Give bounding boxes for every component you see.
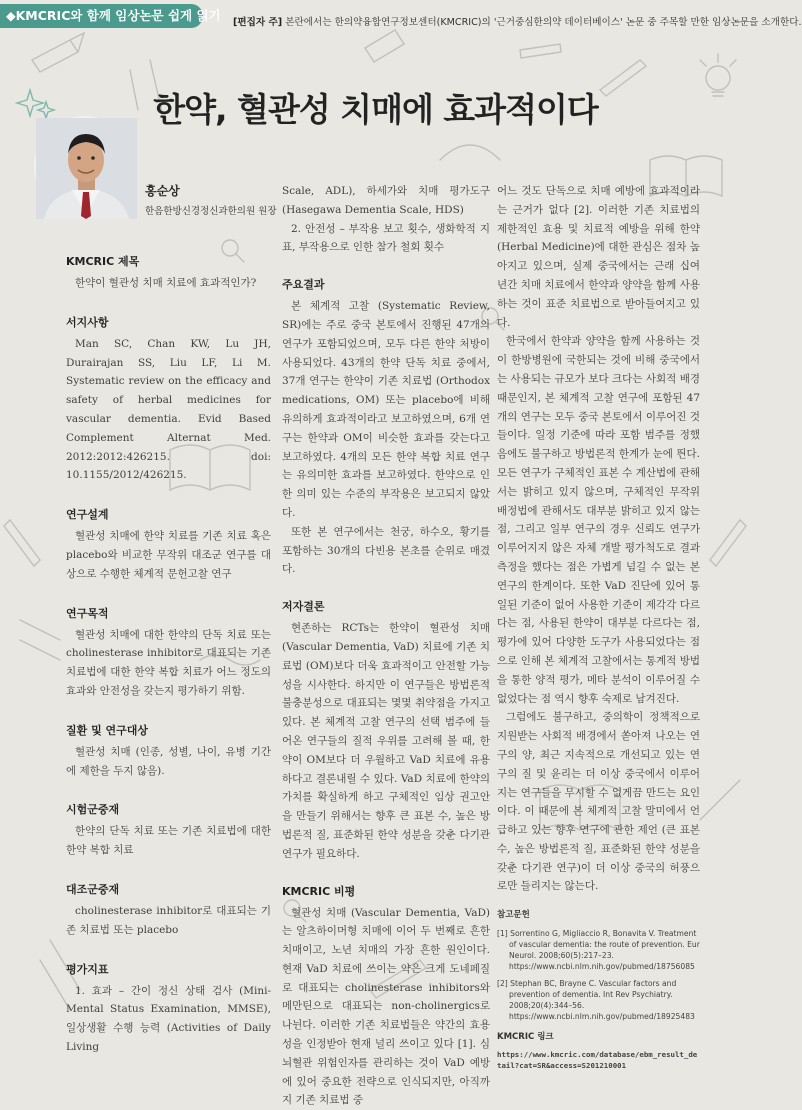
column-3 bbox=[497, 182, 700, 1071]
outcome-heading: 평가지표 bbox=[66, 962, 271, 978]
outcome-text-1-part-a: 1. 효과 – 간이 정신 상태 검사 (Mini-Mental Status Examination, MMSE), 일상생활 수행 능력 (Activities of Daily Living bbox=[66, 982, 271, 1057]
review-text-1-part-b: 어느 것도 단독으로 치매 예방에 효과적이라는 근거가 없다 [2]. 이러한 기존 치료법의 제한적인 효용 및 치료적 예방을 위해 한약 (Herbal Medicine)에 대한 관심은 점차 높아지고 있으며, 실제 중국에서는 근래 십여 년간 치매 치료에서 한약과 양약을 함께 사용하는 것이 표준 치료법으로 받아들여지고 있다. bbox=[497, 182, 700, 332]
page-title: 한약, 혈관성 치매에 효과적이다 bbox=[0, 84, 751, 131]
author-name: 홍순상 bbox=[145, 182, 180, 199]
intervention-text: 한약의 단독 치료 또는 기존 치료법에 대한 한약 복합 치료 bbox=[66, 822, 271, 860]
study-aim-text: 혈관성 치매에 대한 한약의 단독 치료 또는 cholinesterase inhibitor로 대표되는 기존 치료법에 대한 한약 복합 치료가 어느 정도의 효과와 안전성을 갖는지 평가하기 위함. bbox=[66, 626, 271, 701]
control-text: cholinesterase inhibitor로 대표되는 기존 치료법 또는 placebo bbox=[66, 902, 271, 940]
outcome-text-2: 2. 안전성 – 부작용 보고 횟수, 생화학적 지표, 부작용으로 인한 참가 철회 횟수 bbox=[282, 220, 490, 258]
editor-note-text: 본란에서는 한의약융합연구정보센터(KMCRIC)의 '근거중심한의약 데이터베이스' 논문 중 주목할 만한 임상논문을 소개한다. bbox=[285, 17, 801, 28]
results-text-2: 또한 본 연구에서는 천궁, 하수오, 황기를 포함하는 30개의 다빈용 본초를 순위로 매겼다. bbox=[282, 523, 490, 579]
pencil-doodle bbox=[520, 44, 561, 58]
editor-note-label: [편집자 주] bbox=[233, 17, 282, 28]
column-1 bbox=[66, 254, 271, 1057]
kmcric-title-text: 한약이 혈관성 치매 치료에 효과적인가? bbox=[66, 274, 271, 293]
reference-item: [1] Sorrentino G, Migliaccio R, Bonavita V. Treatment of vascular dementia: the route of prevention. Eur Neurol. 2008;60(5):217–23. https://www.ncbi.nlm.nih.gov/pubmed/18756085 bbox=[497, 928, 700, 972]
subjects-text: 혈관성 치매 (인종, 성별, 나이, 유병 기간에 제한을 두지 않음). bbox=[66, 743, 271, 781]
author-portrait-image bbox=[36, 118, 137, 219]
review-text-3: 그럼에도 불구하고, 중의학이 정책적으로 지원받는 사회적 배경에서 쏟아져 나오는 연구의 양, 최근 지속적으로 개선되고 있는 연구의 질 및 윤리는 더 이상 중국에서 이루어지는 연구들을 무시할 수 없게끔 만드는 요인이다. 이 때문에 본 체계적 고찰 말미에서 언급하고 있는 향후 연구에 관한 제언 (큰 표본 수, 높은 방법론적 질, 표준화된 한약 성분을 갖춘 다기관 연구)이 더 이상 중국의 허풍으로만 들리지는 않는다. bbox=[497, 708, 700, 896]
ruler-doodle bbox=[365, 30, 404, 62]
intervention-heading: 시험군중재 bbox=[66, 802, 271, 818]
bibliography-heading: 서지사항 bbox=[66, 315, 271, 331]
results-text-1: 본 체계적 고찰 (Systematic Review, SR)에는 주로 중국 본토에서 진행된 47개의 연구가 포함되었으며, 모두 다른 한약 처방이 사용되었다. 43개의 한약 단독 치료 중에서, 37개 연구는 한약이 기존 치료법 (Orthodox medications, OM) 또는 placebo에 비해 유의하게 효과적이라고 보고하였으며, 6개 연구는 한약과 OM이 비슷한 효과를 갖는다고 보고하였다. 4개의 모든 한약 복합 치료 연구는 유의미한 효과를 보고하였다. 한약으로 인한 의미 있는 수준의 부작용은 보고되지 않았다. bbox=[282, 297, 490, 523]
kmcric-title-heading: KMCRIC 제목 bbox=[66, 254, 271, 270]
conclusion-heading: 저자결론 bbox=[282, 599, 490, 615]
pencil-doodle bbox=[32, 33, 84, 72]
author-affiliation: 한음한방신경정신과한의원 원장 bbox=[145, 203, 277, 217]
column-2 bbox=[282, 182, 490, 1110]
outcome-text-1-part-b: Scale, ADL), 하세가와 치매 평가도구 (Hasegawa Dementia Scale, HDS) bbox=[282, 182, 490, 220]
bibliography-text: Man SC, Chan KW, Lu JH, Durairajan SS, Liu LF, Li M. Systematic review on the efficacy and safety of herbal medicines for vascular dementia. Evid Based Complement Alternat Med. 2012:2012:426215. doi: 10.1155/2012/426215. bbox=[66, 335, 271, 485]
conclusion-text: 현존하는 RCTs는 한약이 혈관성 치매 (Vascular Dementia, VaD) 치료에 기존 치료법 (OM)보다 더욱 효과적이고 안전할 가능성을 시사한다. 하지만 이 연구들은 방법론적 불충분성으로 대표되는 몇몇 취약점을 가지고 있다. 본 체계적 고찰 연구의 선택 범주에 들어온 연구들의 질적 우위를 고려해 볼 때, 한약이 OM보다 더 우월하고 VaD 치료에 유용하다고 결론내릴 수 있다. VaD 치료에 한약의 가치를 확실하게 하고 구체적인 임상 권고안을 만들기 위해서는 향후 큰 표본 수, 높은 방법론적 질, 표준화된 한약 성분을 갖춘 다기관 연구가 필요하다. bbox=[282, 619, 490, 863]
study-design-heading: 연구설계 bbox=[66, 507, 271, 523]
editor-note bbox=[233, 14, 743, 28]
study-design-text: 혈관성 치매에 한약 치료를 기존 치료 혹은 placebo와 비교한 무작위 대조군 연구를 대상으로 수행한 체계적 문헌고찰 연구 bbox=[66, 527, 271, 583]
pencil-doodle bbox=[710, 520, 746, 566]
kmcric-link-heading: KMCRIC 링크 bbox=[497, 1028, 700, 1047]
kmcric-link[interactable]: https://www.kmcric.com/database/ebm_result_detail?cat=SR&access=S201210001 bbox=[497, 1049, 700, 1071]
subjects-heading: 질환 및 연구대상 bbox=[66, 723, 271, 739]
review-heading: KMCRIC 비평 bbox=[282, 884, 490, 900]
pencil-doodle bbox=[4, 520, 40, 566]
control-heading: 대조군중재 bbox=[66, 882, 271, 898]
results-heading: 주요결과 bbox=[282, 277, 490, 293]
doodle bbox=[20, 620, 60, 660]
doodle bbox=[440, 145, 500, 160]
review-text-2: 한국에서 한약과 양약을 함께 사용하는 것이 한방병원에 국한되는 것에 비해 중국에서는 사용되는 규모가 보다 크다는 사회적 배경 때문인지, 본 체계적 고찰 연구에 포함된 47개의 연구는 모두 중국 본토에서 이루어진 것들이다. 일정 기준에 따라 포함 범주를 정했음에도 불구하고 방법론적 한계가 눈에 띈다. 모든 연구가 구체적인 표본 수 계산법에 관해서는 밝히고 있지 않으며, 구체적인 무작위 배정법에 관해서도 대부분 밝히고 있지 않는 점, 그리고 일부 연구의 경우 신뢰도 연구가 이루어지지 않은 자체 개발 평가척도로 결과 측정을 했다는 점은 가볍게 넘길 수 없는 본 연구의 한계이다. 또한 VaD 진단에 있어 통일된 기준이 없어 사용한 기준이 제각각 다르다는 점, 사용된 한약이 대부분 다르다는 점, 평가에 있어 다양한 도구가 사용되었다는 점으로 인해 본 체계적 고찰에서는 통계적 방법을 통한 양적 평가, 메타 분석이 이루어질 수 없었다는 점 역시 향후 숙제로 남겨진다. bbox=[497, 332, 700, 708]
reference-item: [2] Stephan BC, Brayne C. Vascular factors and prevention of dementia. Int Rev Psychiatry. 2008;20(4):344–56. https://www.ncbi.nlm.nih.gov/pubmed/18925483 bbox=[497, 978, 700, 1022]
author-photo bbox=[34, 116, 135, 217]
pencil-doodle bbox=[700, 780, 740, 820]
series-tab: ◆KMCRIC와 함께 임상논문 쉽게 읽기 bbox=[0, 4, 203, 28]
references-heading: 참고문헌 bbox=[497, 906, 700, 925]
study-aim-heading: 연구목적 bbox=[66, 606, 271, 622]
review-text-1-part-a: 혈관성 치매 (Vascular Dementia, VaD)는 알츠하이머형 치매에 이어 두 번째로 흔한 치매이고, 노년 치매의 가장 흔한 원인이다. 현재 VaD 치료에 쓰이는 약은 크게 도네페질로 대표되는 cholinesterase inhibitors와 메만틴으로 대표되는 non-cholinergics로 나뉜다. 이러한 기존 치료법들은 약간의 효용성을 인정받아 현재 널리 쓰이고 있다 [1]. 심뇌혈관 위험인자를 관리하는 것이 VaD 예방에 있어 중요한 전략으로 인식되지만, 아직까지 기존 치료법 중 bbox=[282, 904, 490, 1110]
